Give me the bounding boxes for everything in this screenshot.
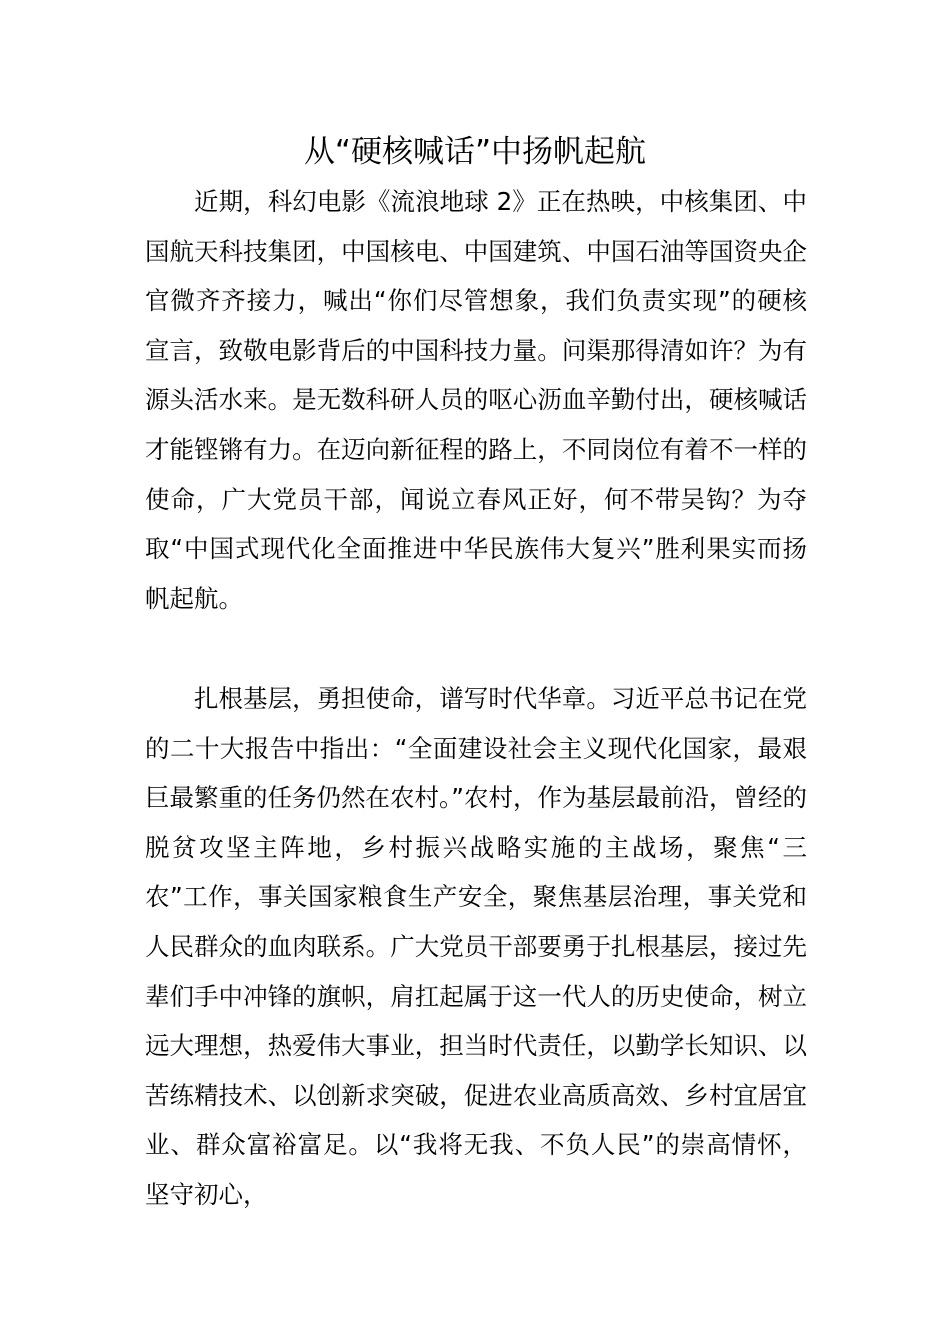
document-title: 从“硬核喊话”中扬帆起航 (303, 134, 647, 170)
paragraph-2: 扎根基层，勇担使命，谱写时代华章。习近平总书记在党的二十大报告中指出：“全面建设社会主义现代化国家，最艰巨最繁重的任务仍然在农村。”农村，作为基层最前沿，曾经的脱贫攻坚主阵地，乡村振兴战略实施的主战场，聚焦“三农”工作，事关国家粮食生产安全，聚焦基层治理，事关党和人民群众的血肉联系。广大党员干部要勇于扎根基层，接过先辈们手中冲锋的旗帜，肩扛起属于这一代人的历史使命，树立远大理想，热爱伟大事业，担当时代责任，以勤学长知识、以苦练精技术、以创新求突破，促进农业高质高效、乡村宜居宜业、群众富裕富足。以“我将无我、不负人民”的崇高情怀，坚守初心， (145, 684, 807, 1209)
paragraph-1: 近期，科幻电影《流浪地球 2》正在热映，中核集团、中国航天科技集团，中国核电、中国建筑、中国石油等国资央企官微齐齐接力，喊出“你们尽管想象，我们负责实现”的硬核宣言，致敬电影背后的中国科技力量。问渠那得清如许？为有源头活水来。是无数科研人员的呕心沥血辛勤付出，硬核喊话才能铿锵有力。在迈向新征程的路上，不同岗位有着不一样的使命，广大党员干部，闻说立春风正好，何不带吴钩？为夺取“中国式现代化全面推进中华民族伟大复兴”胜利果实而扬帆起航。 (145, 187, 807, 613)
